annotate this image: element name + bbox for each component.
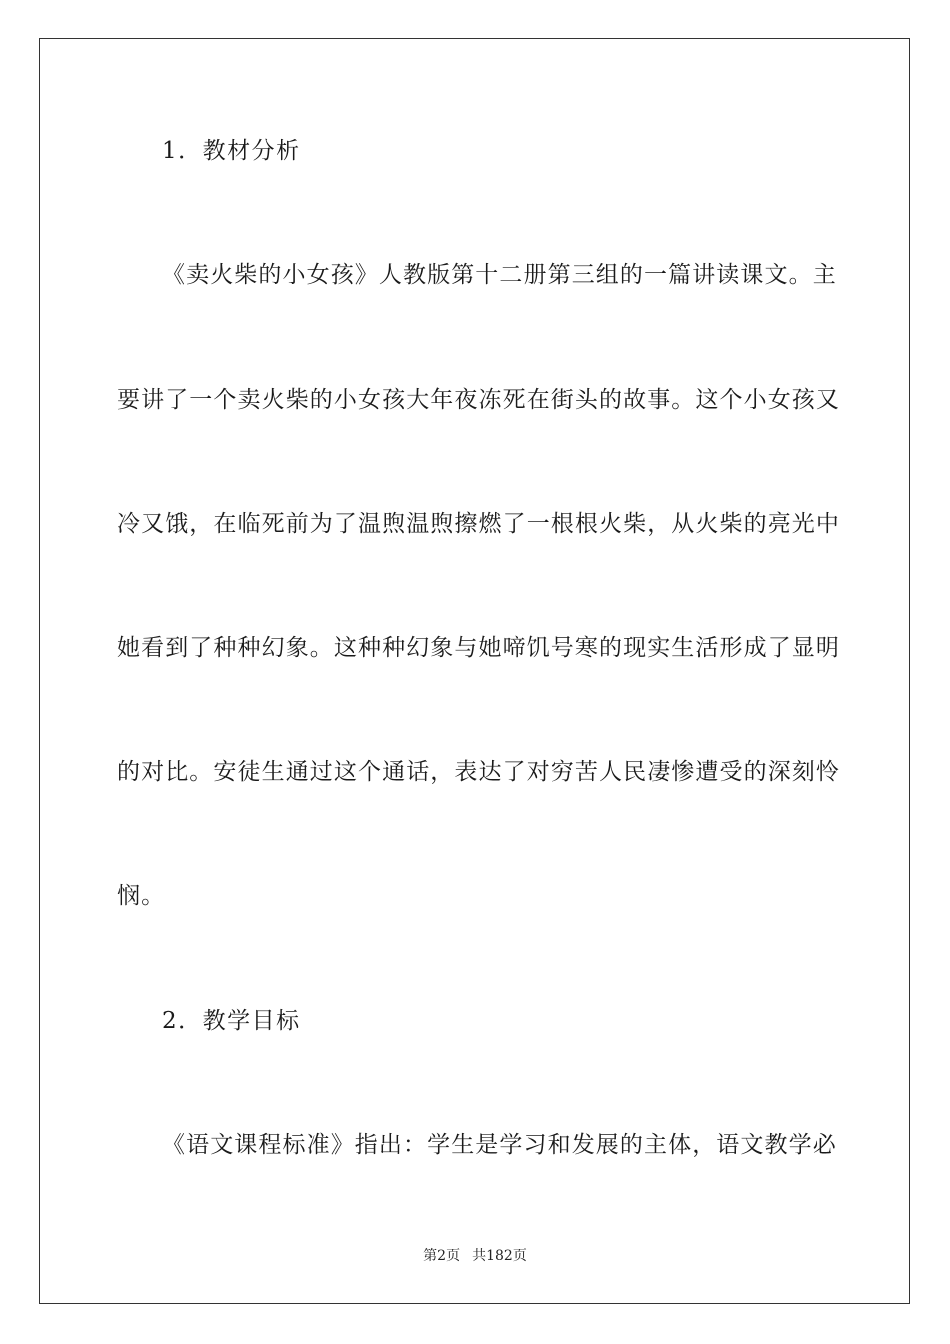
- page-total: 共182页: [472, 1248, 527, 1264]
- paragraph-line: 悯。: [117, 883, 166, 909]
- paragraph-line: 《卖火柴的小女孩》人教版第十二册第三组的一篇讲读课文。主: [162, 262, 837, 288]
- paragraph-line: 《语文课程标准》指出：学生是学习和发展的主体，语文教学必: [162, 1132, 837, 1158]
- paragraph-line: 的对比。安徒生通过这个通话，表达了对穷苦人民凄惨遭受的深刻怜: [117, 759, 840, 785]
- paragraph-line: 她看到了种种幻象。这种种幻象与她啼饥号寒的现实生活形成了显明: [117, 635, 840, 661]
- page-footer: [0, 1246, 950, 1266]
- paragraph-line: 冷又饿，在临死前为了温煦温煦擦燃了一根根火柴，从火柴的亮光中: [117, 511, 840, 537]
- section-heading-analysis: 1．教材分析: [162, 138, 301, 164]
- section-heading-objectives: 2．教学目标: [162, 1008, 301, 1034]
- page-number: 第2页: [423, 1248, 461, 1264]
- page-frame: [39, 38, 910, 1304]
- paragraph-line: 要讲了一个卖火柴的小女孩大年夜冻死在街头的故事。这个小女孩又: [117, 387, 840, 413]
